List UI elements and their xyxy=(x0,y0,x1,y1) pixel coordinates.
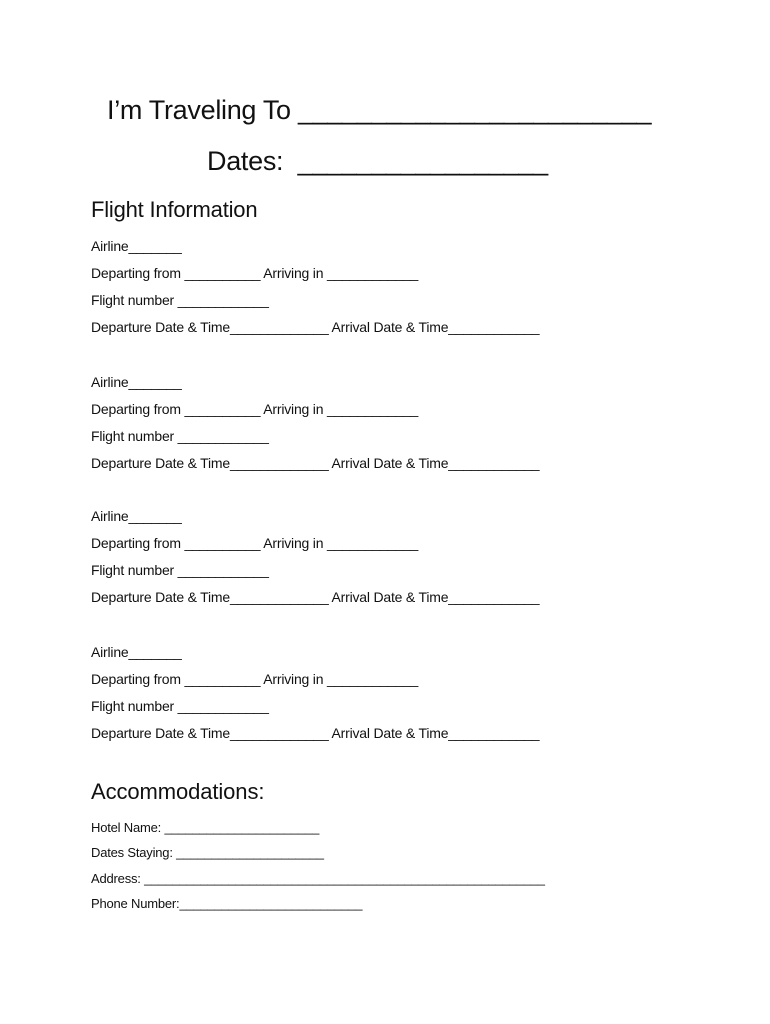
flight-number-line: Flight number ____________ xyxy=(91,698,269,714)
airline-line: Airline_______ xyxy=(91,374,182,390)
flight-number-line: Flight number ____________ xyxy=(91,562,269,578)
flight-number-line: Flight number ____________ xyxy=(91,292,269,308)
destination-title: I’m Traveling To ________________________ xyxy=(107,95,652,125)
hotel-name-line: Hotel Name: ______________________ xyxy=(91,820,320,835)
accommodations-heading: Accommodations: xyxy=(91,779,265,804)
phone-number-line: Phone Number:__________________________ xyxy=(91,896,363,911)
departure-arrival-time-line: Departure Date & Time_____________ Arrival Date & Time____________ xyxy=(91,455,540,471)
airline-line: Airline_______ xyxy=(91,508,182,524)
airline-line: Airline_______ xyxy=(91,644,182,660)
departing-arriving-line: Departing from __________ Arriving in ____________ xyxy=(91,401,419,417)
flight-information-heading: Flight Information xyxy=(91,197,258,222)
trip-dates-line: Dates: _________________ xyxy=(207,146,548,176)
departure-arrival-time-line: Departure Date & Time_____________ Arrival Date & Time____________ xyxy=(91,319,540,335)
airline-line: Airline_______ xyxy=(91,238,182,254)
departure-arrival-time-line: Departure Date & Time_____________ Arrival Date & Time____________ xyxy=(91,589,540,605)
dates-staying-line: Dates Staying: _____________________ xyxy=(91,845,324,860)
departing-arriving-line: Departing from __________ Arriving in ____________ xyxy=(91,535,419,551)
address-line: Address: _________________________________________________________ xyxy=(91,871,545,886)
flight-number-line: Flight number ____________ xyxy=(91,428,269,444)
departure-arrival-time-line: Departure Date & Time_____________ Arrival Date & Time____________ xyxy=(91,725,540,741)
departing-arriving-line: Departing from __________ Arriving in ____________ xyxy=(91,671,419,687)
departing-arriving-line: Departing from __________ Arriving in ____________ xyxy=(91,265,419,281)
